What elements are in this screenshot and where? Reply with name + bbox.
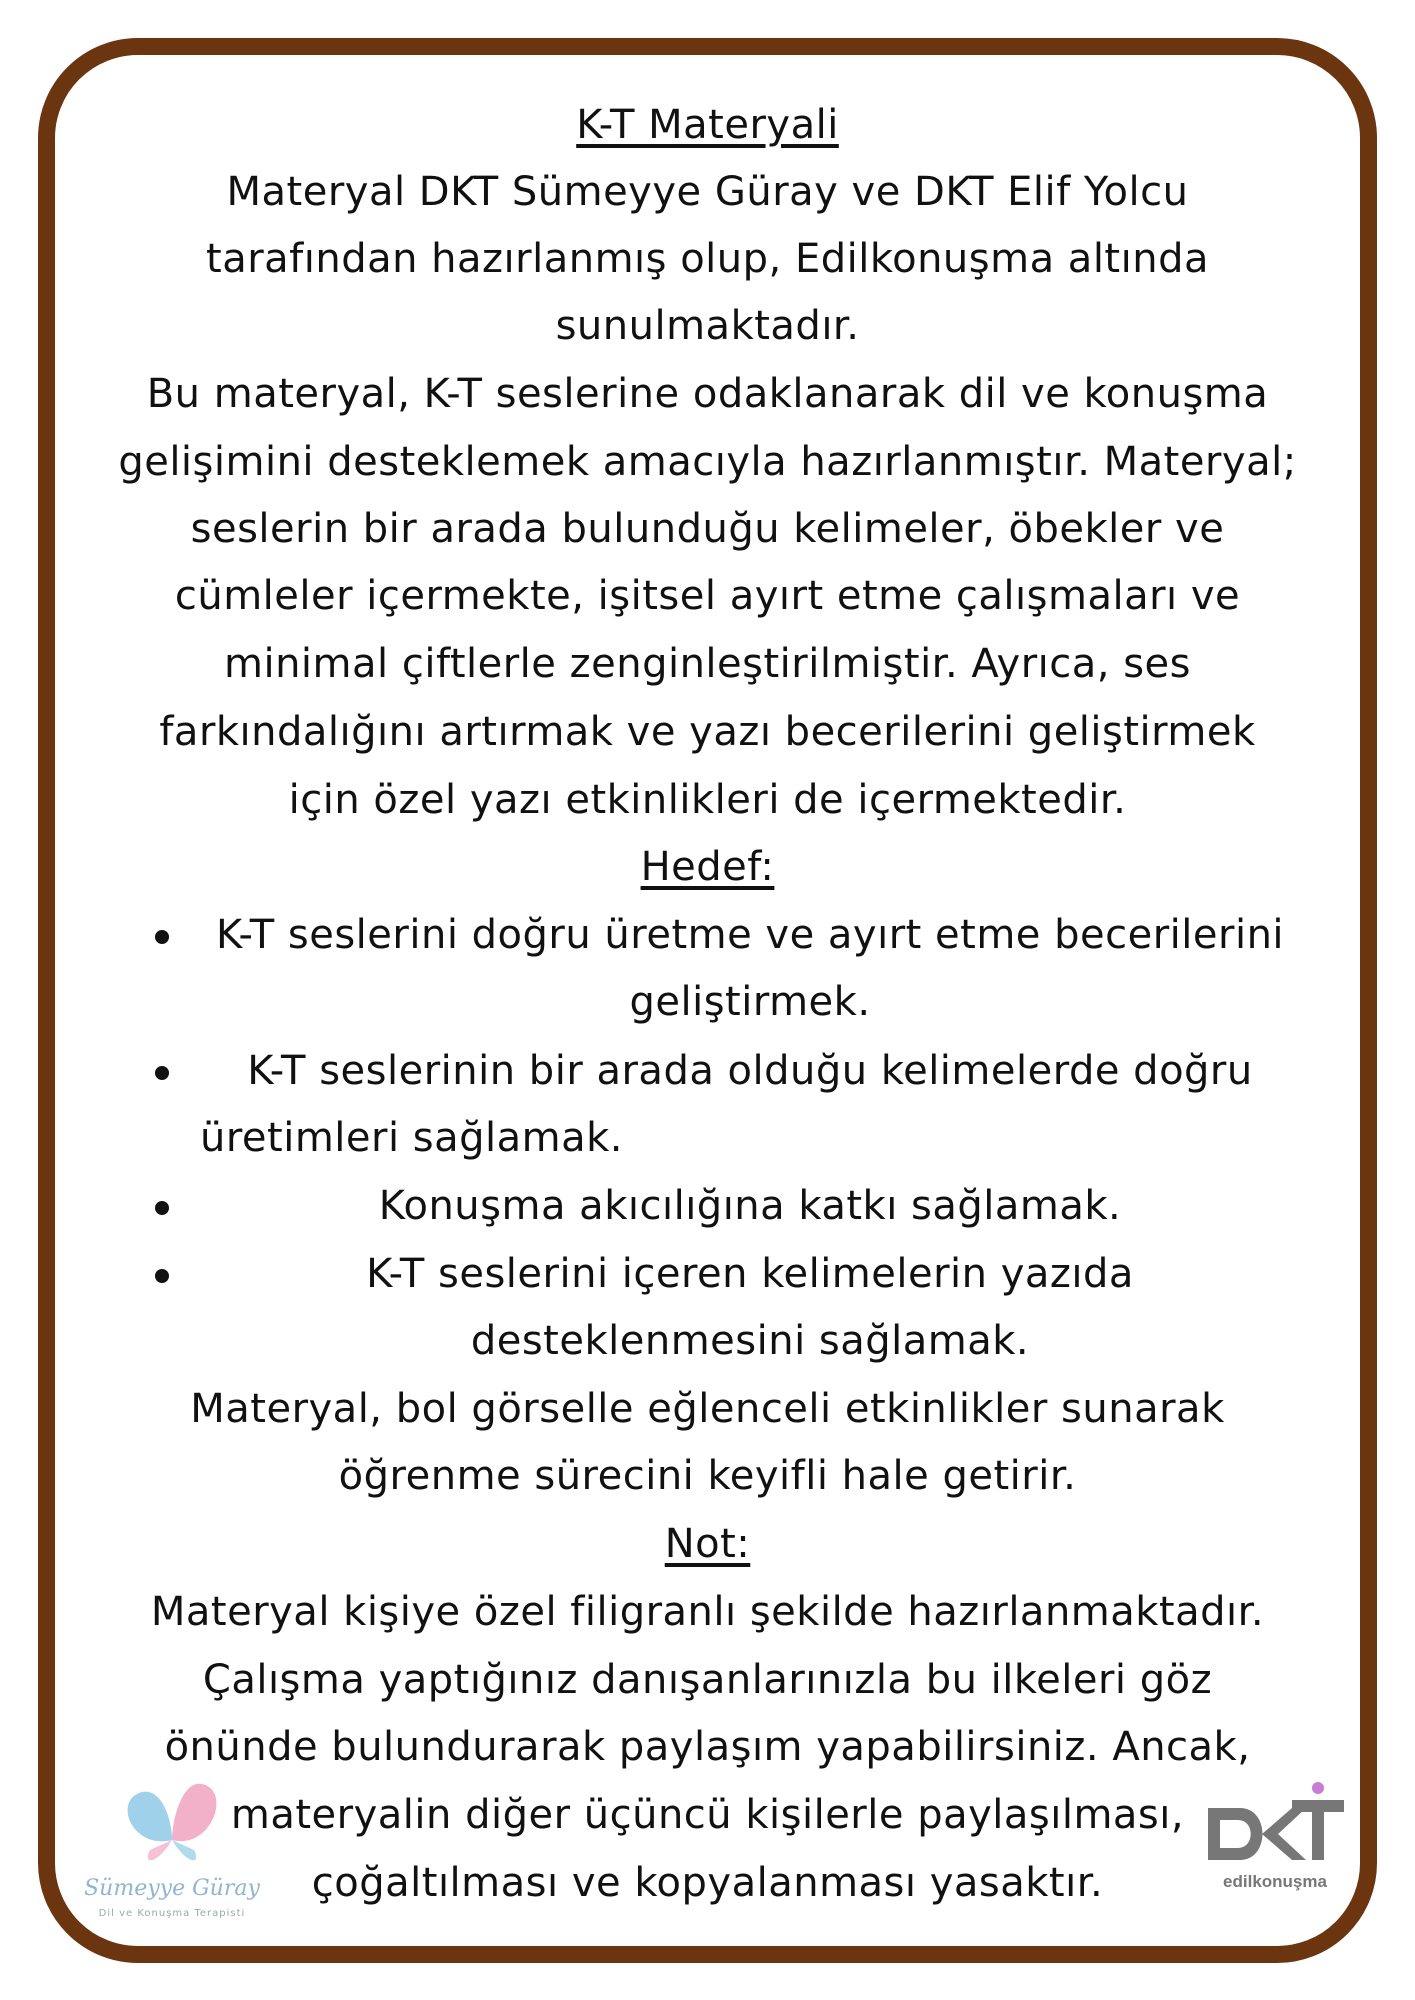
edilkonusma-logo [1200, 1780, 1350, 1900]
goal-item: K-T seslerini doğru üretme ve ayırt etme becerilerini [215, 912, 1285, 958]
note-line: Çalışma yaptığınız danışanlarınızla bu ilkeleri göz [202, 1657, 1213, 1703]
note-line: önünde bulundurarak paylaşım yapabilirsiniz. Ancak, [164, 1724, 1251, 1770]
description-line: cümleler içermekte, işitsel ayırt etme çalışmaları ve [174, 573, 1241, 619]
therapist-logo [72, 1780, 272, 1930]
intro-line: sunulmaktadır. [555, 303, 860, 349]
butterfly-icon [72, 1780, 272, 1870]
bullet-icon [155, 1269, 169, 1283]
page-title: K-T Materyali [576, 102, 839, 148]
intro-line: tarafından hazırlanmış olup, Edilkonuşma altında [206, 236, 1209, 282]
therapist-subtitle: Dil ve Konuşma Terapisti [98, 1908, 246, 1919]
note-line: çoğaltılması ve kopyalanması yasaktır. [311, 1860, 1104, 1906]
description-line: Bu materyal, K-T seslerine odaklanarak dil ve konuşma [146, 371, 1269, 417]
edilkonusma-name: edilkonuşma [1223, 1872, 1327, 1891]
goal-item: K-T seslerinin bir arada olduğu kelimelerde doğru [247, 1048, 1253, 1094]
description-line: için özel yazı etkinlikleri de içermektedir. [288, 777, 1127, 823]
therapist-name: Sümeyye Güray [84, 1876, 260, 1901]
description-line: seslerin bir arada bulunduğu kelimeler, öbekler ve [190, 506, 1225, 552]
note-heading: Not: [664, 1521, 751, 1567]
intro-line: Materyal DKT Sümeyye Güray ve DKT Elif Yolcu [226, 169, 1189, 215]
bullet-icon [155, 1201, 169, 1215]
closing-line: Materyal, bol görselle eğlenceli etkinlikler sunarak [190, 1386, 1225, 1432]
goal-item: K-T seslerini içeren kelimelerin yazıda [366, 1251, 1134, 1297]
goal-item-continued: geliştirmek. [629, 979, 871, 1025]
note-line: Materyal kişiye özel filigranlı şekilde hazırlanmaktadır. [150, 1589, 1265, 1635]
closing-line: öğrenme sürecini keyifli hale getirir. [338, 1453, 1077, 1499]
goal-item: Konuşma akıcılığına katkı sağlamak. [378, 1183, 1122, 1229]
description-line: minimal çiftlerle zenginleştirilmiştir. Ayrıca, ses [224, 641, 1191, 687]
dkt-logo-icon [1200, 1780, 1350, 1870]
goals-heading: Hedef: [640, 844, 775, 890]
bullet-icon [155, 1066, 169, 1080]
goal-item-continued: desteklenmesini sağlamak. [470, 1318, 1030, 1364]
note-line: materyalin diğer üçüncü kişilerle paylaşılması, [230, 1792, 1185, 1838]
description-line: gelişimini desteklemek amacıyla hazırlanmıştır. Materyal; [118, 439, 1297, 485]
description-line: farkındalığını artırmak ve yazı becerilerini geliştirmek [159, 709, 1256, 755]
goal-item-continued: üretimleri sağlamak. [200, 1115, 624, 1161]
bullet-icon [155, 930, 169, 944]
